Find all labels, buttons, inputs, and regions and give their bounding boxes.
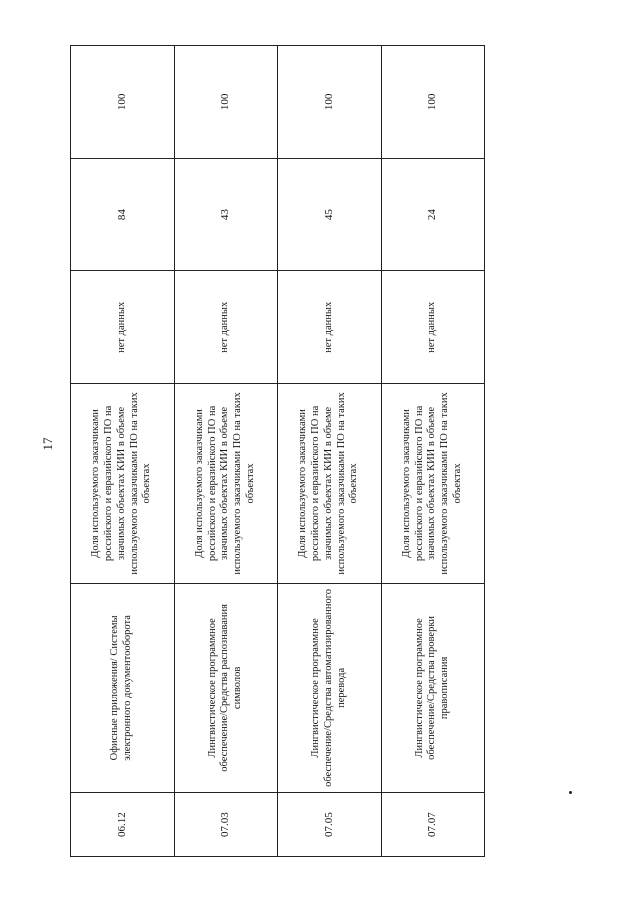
row-base-value: нет данных bbox=[278, 270, 381, 383]
row-target-value: 100 bbox=[115, 93, 128, 111]
row-code: 07.05 bbox=[278, 792, 381, 856]
row-code: 07.03 bbox=[175, 792, 278, 856]
table-row bbox=[382, 46, 485, 856]
row-name: Лингвистическое программное обеспечение/Средства распознавания символов bbox=[175, 583, 278, 792]
row-name: Лингвистическое программное обеспечение/Средства автоматизированного перевода bbox=[278, 583, 381, 792]
row-indicator: Доля используемого заказчиками российского и евразийского ПО на значимых объектах КИИ в объеме используемого заказчиками ПО на таких объектах bbox=[278, 383, 381, 583]
data-table bbox=[70, 45, 485, 857]
row-intermediate-value: 24 bbox=[382, 158, 485, 271]
row-intermediate-value: 45 bbox=[278, 158, 381, 271]
row-target-value: 100 bbox=[219, 93, 232, 111]
row-code: 07.07 bbox=[382, 792, 485, 856]
row-target-value: 100 bbox=[322, 93, 335, 111]
table-row bbox=[71, 46, 175, 856]
row-indicator: Доля используемого заказчиками российского и евразийского ПО на значимых объектах КИИ в объеме используемого заказчиками ПО на таких объектах bbox=[175, 383, 278, 583]
page-number: 17 bbox=[40, 437, 55, 451]
data-table-body bbox=[70, 45, 485, 857]
row-indicator: Доля используемого заказчиками российского и евразийского ПО на значимых объектах КИИ в объеме используемого заказчиками ПО на таких объектах bbox=[71, 383, 174, 583]
row-indicator: Доля используемого заказчиками российского и евразийского ПО на значимых объектах КИИ в объеме используемого заказчиками ПО на таких объектах bbox=[382, 383, 485, 583]
row-code: 06.12 bbox=[71, 792, 174, 856]
row-base-value: нет данных bbox=[175, 270, 278, 383]
row-target-value: 100 bbox=[426, 93, 439, 111]
table-row bbox=[278, 46, 382, 856]
table-row bbox=[175, 46, 279, 856]
row-name: Лингвистическое программное обеспечение/Средства проверки правописания bbox=[382, 583, 485, 792]
row-intermediate-value: 43 bbox=[175, 158, 278, 271]
row-name: Офисные приложения/ Системы электронного документооборота bbox=[71, 583, 174, 792]
row-intermediate-value: 84 bbox=[71, 158, 174, 271]
row-base-value: нет данных bbox=[71, 270, 174, 383]
row-base-value: нет данных bbox=[382, 270, 485, 383]
scan-speck bbox=[569, 791, 572, 794]
